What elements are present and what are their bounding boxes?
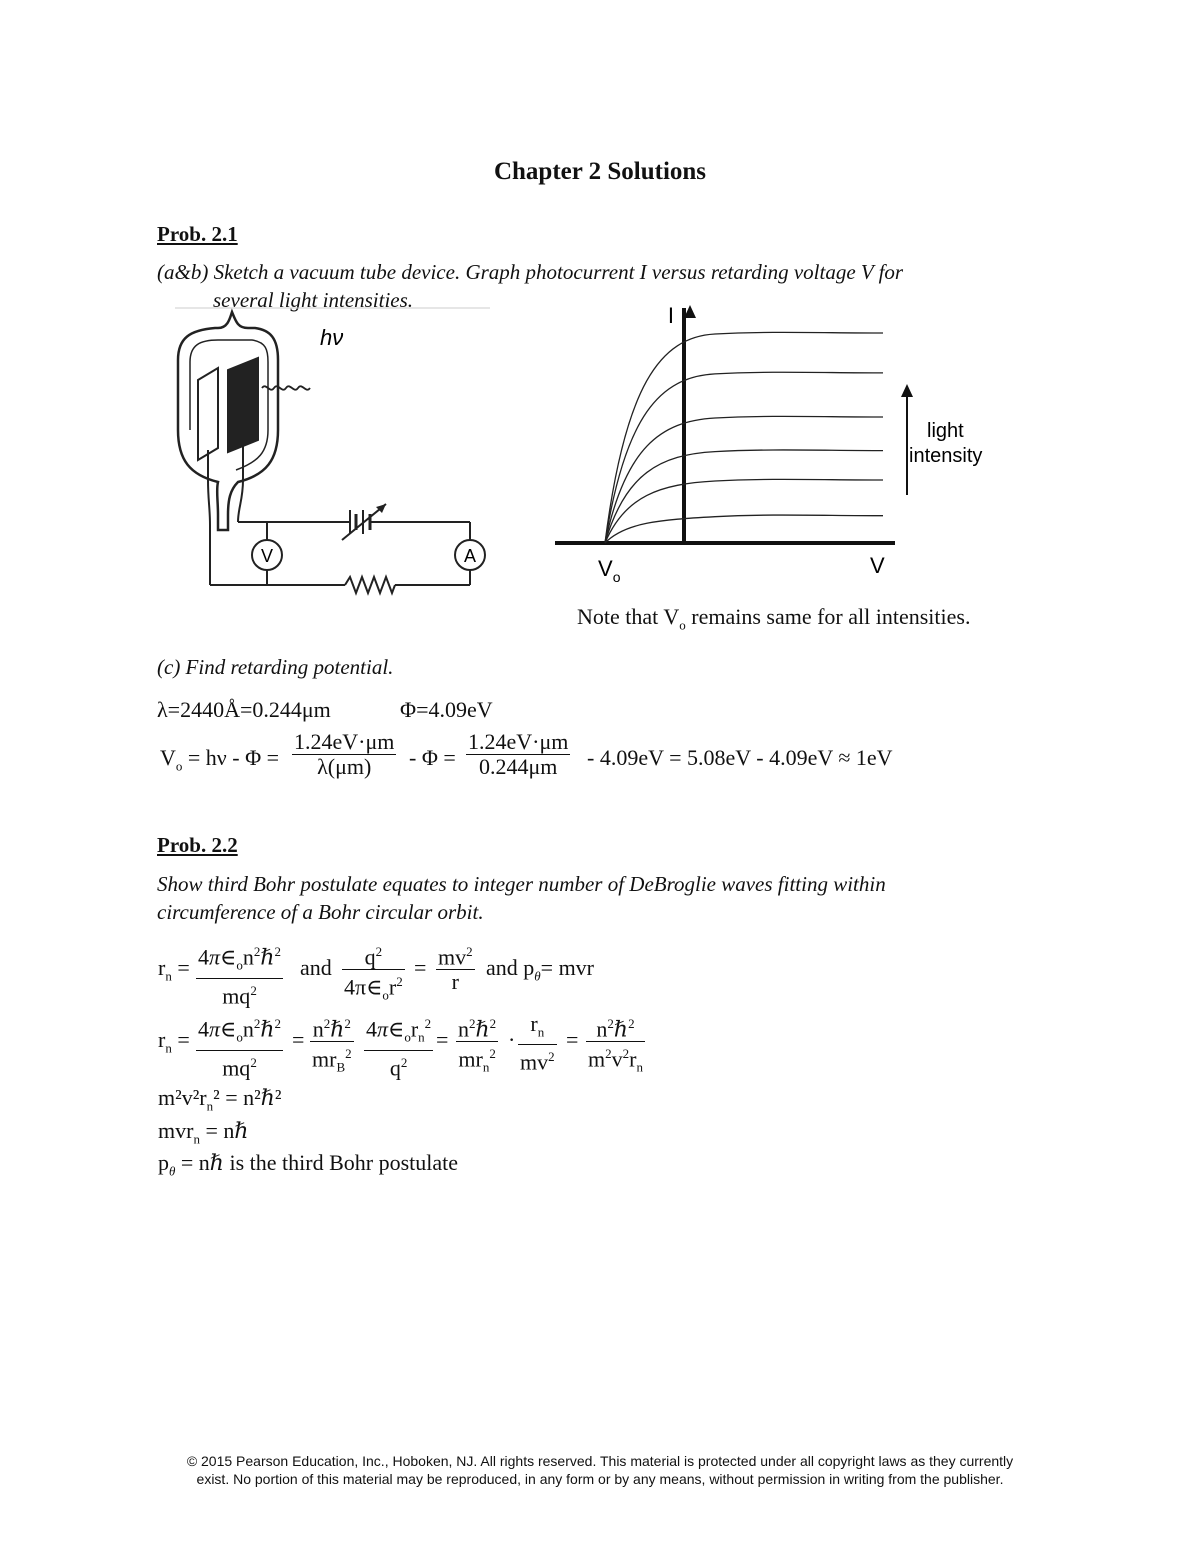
intensity-curve-6 <box>605 515 883 543</box>
equals-sign: = <box>566 1027 579 1052</box>
eq-mvrn: mvr$_n$ = nℏ <box>158 1118 249 1147</box>
page-title: Chapter 2 Solutions <box>493 158 707 185</box>
vo-equation-result: - 4.09eV = 5.08eV - 4.09eV ≈ 1eV <box>587 745 893 770</box>
vacuum-tube-circuit-diagram <box>170 300 510 610</box>
row2-fraction-5: $\frac{r_n}{mv^2}$ <box>520 1011 555 1075</box>
prob-2-2-line2: circumference of a Bohr circular orbit. <box>157 900 484 924</box>
angular-momentum-definition: and $p_\theta=$ mvr <box>486 955 595 984</box>
v-axis-label: V <box>870 553 885 578</box>
eq-third-bohr-postulate: $p_\theta$ = nℏ is the third Bohr postulate <box>158 1150 458 1179</box>
row2-fraction-3: $4\pi\in_or_n^2$ $q^2$ <box>364 1012 433 1080</box>
part-c-prompt: (c) Find retarding potential. <box>157 655 394 679</box>
intensity-curve-5 <box>605 479 883 543</box>
fraction-hc-over-lambda: $\frac{1.24eV\cdot\mu m}{\lambda(\mu m)}$ <box>294 729 395 779</box>
intensity-curves <box>605 332 883 543</box>
arrow-label-intensity: intensity <box>909 445 983 467</box>
voltmeter-label: V <box>260 546 274 566</box>
prob-2-1-part-ab-line1: (a&b) Sketch a vacuum tube device. Graph photocurrent I versus retarding voltage V for <box>157 260 904 284</box>
given-lambda: λ=2440Å=0.244μm <box>157 697 331 722</box>
arrow-label-light: light <box>927 420 964 442</box>
bohr-radius-fraction: $4\pi\in_on^2\hbar^2$ $mq^2$ <box>196 940 283 1008</box>
dot-operator: · <box>508 1027 516 1052</box>
intensity-curve-1 <box>605 332 883 543</box>
prob-2-2-line1: Show third Bohr postulate equates to integer number of DeBroglie waves fitting within <box>157 872 886 896</box>
row2-fraction-1: $4\pi\in_on^2\hbar^2$ $mq^2$ <box>196 1012 283 1080</box>
equals-sign: = <box>436 1027 449 1052</box>
prob-2-1-part-ab-line2: several light intensities. <box>213 288 414 312</box>
copyright-line-2: exist. No portion of this material may be reproduced, in any form or by any means, without permission in writing from the publisher. <box>196 1471 1004 1487</box>
rn-symbol-2: $r_n$ = <box>158 1027 190 1056</box>
photocurrent-graph <box>550 300 1000 590</box>
fraction-hc-over-0244: $\frac{1.24eV\cdot\mu m}{0.244\mu m}$ <box>468 729 569 779</box>
and-word-1: and <box>300 955 332 980</box>
intensity-curve-4 <box>605 450 883 543</box>
photon-label: hν <box>320 325 344 350</box>
given-phi: Φ=4.09eV <box>400 697 493 722</box>
coulomb-force-fraction: $\frac{q^2}{4\pi\in_or^2}$ <box>342 940 405 1008</box>
equals-sign: = <box>292 1027 305 1052</box>
equals-sign: = <box>414 955 427 980</box>
i-axis-label: I <box>667 303 674 328</box>
ammeter-label: A <box>463 546 477 566</box>
minus-phi: - Φ = <box>409 745 456 770</box>
intensity-curve-2 <box>605 372 883 543</box>
row2-fraction-4: $n^2\hbar^2$ $mr_n^2$ <box>456 1012 498 1080</box>
note-v0-same: Note that $V_o$ remains same for all intensities. <box>577 604 971 633</box>
eq-m2v2rn2: $m^2v^2r_n^2$ = n²ℏ² <box>158 1085 282 1114</box>
v0-label: $V_o$ <box>598 556 621 585</box>
row2-fraction-6: $n^2\hbar^2$ $m^2v^2r_n$ <box>586 1012 645 1080</box>
copyright-line-1: © 2015 Pearson Education, Inc., Hoboken, NJ. All rights reserved. This material is protected under all copyright laws as they currently <box>186 1453 1014 1469</box>
prob-2-1-heading: Prob. 2.1 <box>157 222 238 246</box>
vo-equation-lhs: $V_o = h\nu - \Phi$ = <box>160 745 280 774</box>
rn-symbol-1: $r_n$ = <box>158 955 190 984</box>
row2-fraction-2: $n^2\hbar^2$ $mr_B^2$ <box>310 1012 354 1080</box>
centripetal-fraction: $\frac{mv^2}{r}$ <box>436 940 475 994</box>
prob-2-2-heading: Prob. 2.2 <box>157 833 238 857</box>
